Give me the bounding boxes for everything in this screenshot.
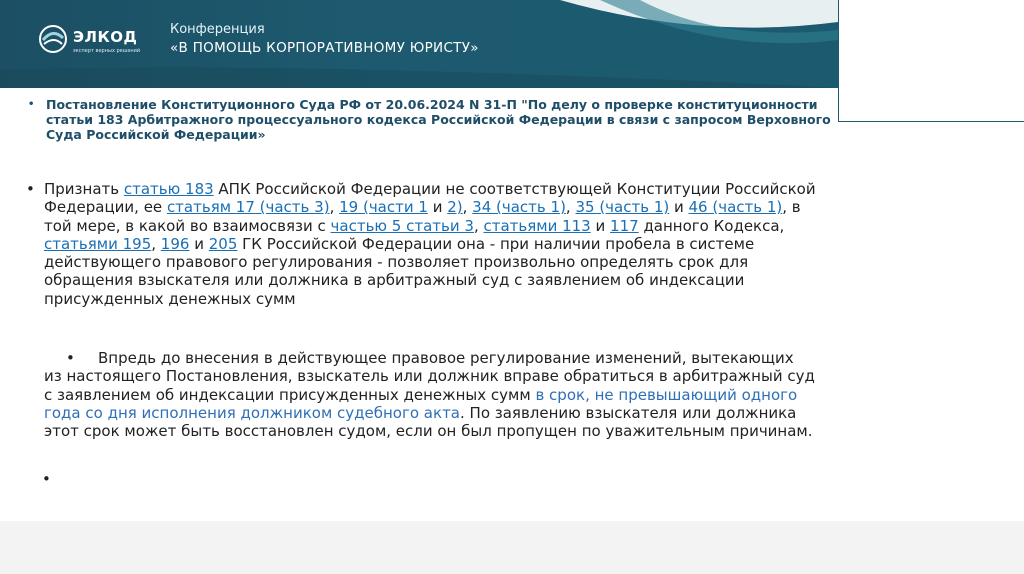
link-article-3-part-5[interactable]: частью 5 статьи 3 [330, 216, 474, 235]
text-span: . По заявлению взыскателя или должника этот срок может быть восстановлен судом, если он был пропущен по уважительным причинам. [44, 403, 813, 441]
text-span: АПК Российской Федерации не соответствующей Конституции Российской Федерации, ее [44, 180, 816, 217]
text-span: Признать [44, 180, 124, 198]
text-span: Впредь до внесения в действующее правовое регулирование изменений, вытекающих из настоящего Постановления, взыскатель или должник вправе обратиться в арбитражный суд с заявлением об индексации присужденных денежных сумм [44, 349, 815, 404]
paragraph-procedure-text [26, 349, 816, 440]
text-span: , в той мере, в какой во взаимосвязи с [44, 198, 801, 235]
link-article-117[interactable]: 117 [610, 216, 639, 235]
heading-text: Постановление Конституционного Суда РФ от 20.06.2024 N 31-П "По делу о проверке конституционности статьи 183 Арбитражного процессуального кодекса Российской Федерации в связи с запросом Верховного Суда Российской Федерации» [46, 97, 831, 142]
elkod-logo [38, 22, 141, 62]
slide-header [0, 0, 838, 88]
top-right-frame [838, 0, 1024, 122]
conference-title: «В ПОМОЩЬ КОРПОРАТИВНОМУ ЮРИСТУ» [170, 40, 479, 56]
link-article-113[interactable]: статьями 113 [483, 216, 591, 235]
link-article-205[interactable]: 205 [208, 234, 238, 253]
text-span: , [473, 216, 484, 235]
empty-bullet: • [42, 470, 51, 488]
paragraph-ruling [26, 180, 816, 308]
text-span: данного Кодекса, [638, 216, 785, 235]
text-span: и [669, 198, 689, 217]
logo-tagline: эксперт верных решений [73, 48, 141, 54]
link-article-19[interactable]: 19 (части 1 [339, 198, 428, 217]
highlighted-term: в срок, не превышающий одного года со дня исполнения должником судебного акта [44, 385, 798, 422]
paragraph-procedure [26, 349, 816, 440]
logo-swirl-icon [38, 24, 68, 54]
slide-heading [28, 97, 836, 142]
link-article-196[interactable]: 196 [160, 234, 190, 253]
text-span: , [565, 198, 576, 217]
text-span: , [462, 198, 473, 217]
text-span: , [151, 234, 161, 253]
text-span: , [329, 198, 340, 217]
text-span: и [427, 198, 448, 217]
paragraph-ruling-text [26, 180, 816, 308]
link-article-46[interactable]: 46 (часть 1) [688, 198, 783, 217]
bottom-band [0, 521, 1024, 574]
text-span: и [590, 216, 611, 235]
link-article-34[interactable]: 34 (часть 1) [472, 198, 566, 217]
link-article-17[interactable]: статьям 17 (часть 3) [166, 198, 330, 217]
bullet: • [28, 99, 35, 110]
link-article-35[interactable]: 35 (часть 1) [575, 198, 670, 217]
bullet: • [66, 349, 75, 367]
text-span: и [189, 234, 209, 253]
bullet: • [26, 180, 35, 198]
link-article-195[interactable]: статьями 195 [44, 234, 152, 253]
logo-name: ЭЛКОД [73, 28, 138, 46]
conference-label: Конференция [170, 22, 265, 37]
text-span: ГК Российской Федерации она - при наличии пробела в системе действующего правового регулирования - позволяет произвольно определять срок для обращения взыскателя или должника в арбитражный суд с заявлением об индексации присужденных денежных сумм [44, 234, 755, 308]
link-article-19-part-2[interactable]: 2) [447, 198, 463, 217]
link-article-183[interactable]: статью 183 [123, 180, 214, 198]
